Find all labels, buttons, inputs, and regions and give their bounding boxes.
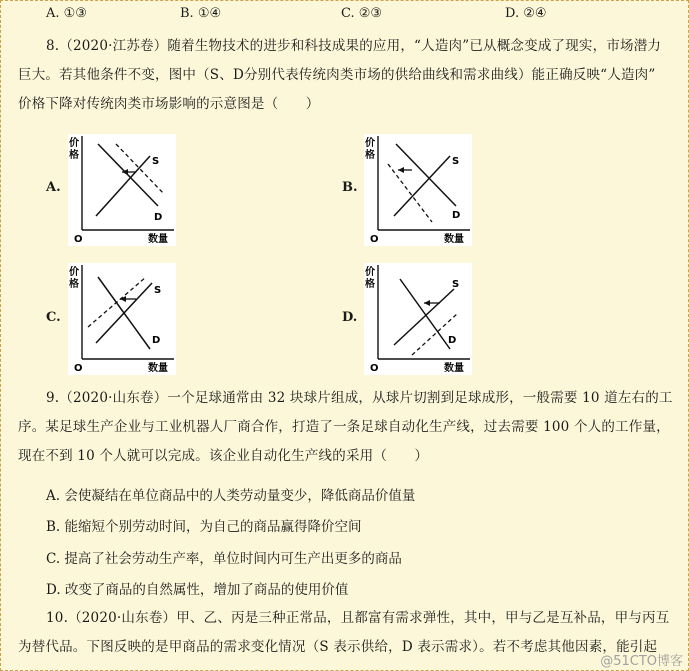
q8-stem: [18, 32, 678, 119]
y-axis-label-top: 价: [69, 138, 79, 149]
shift-arrow-head: [398, 167, 404, 173]
supply-demand-graph: [68, 134, 176, 246]
q8-graph-d: [364, 263, 472, 375]
supply-demand-graph: [364, 134, 472, 246]
q9-option-a[interactable]: A. 会使凝结在单位商品中的人类劳动量变少，降低商品价值量: [46, 488, 416, 504]
q8-line-3: 价格下降对传统肉类市场影响的示意图是（ ）: [18, 96, 320, 112]
watermark: @51CTO博客: [600, 654, 683, 669]
y-axis-label-top: 价: [365, 267, 375, 278]
supply-curve: [96, 156, 150, 216]
y-axis-label-bottom: 格: [365, 279, 375, 290]
origin-label: O: [74, 234, 83, 245]
q9-stem: [18, 384, 678, 471]
supply-demand-graph: [364, 263, 472, 375]
demand-curve: [396, 144, 456, 206]
q9-line-3: 现在不到 10 个人就可以完成。该企业自动化生产线的采用（ ）: [18, 448, 429, 464]
q10-line-2: 为替代品。下图反映的是甲商品的需求变化情况（S 表示供给，D 表示需求）。若不考虑其他因素，能引起: [18, 639, 658, 655]
q9-option-d[interactable]: D. 改变了商品的自然属性，增加了商品的使用价值: [46, 582, 349, 598]
demand-curve-label: D: [448, 335, 457, 346]
q10-stem: [18, 604, 678, 662]
supply-demand-graph: [68, 263, 176, 375]
y-axis-label-top: 价: [69, 267, 79, 278]
q8-graph-label-a[interactable]: A.: [46, 180, 61, 195]
x-axis-label: 数量: [148, 234, 168, 245]
supply-curve-label: S: [152, 156, 160, 167]
demand-curve-label: D: [452, 210, 461, 221]
shift-arrow-head: [120, 296, 126, 302]
q8-graph-label-b[interactable]: B.: [342, 180, 358, 195]
q8-graph-label-c[interactable]: C.: [46, 310, 61, 325]
demand-curve-label: D: [152, 335, 161, 346]
q8-graph-b: [364, 134, 472, 246]
y-axis-label-bottom: 格: [69, 150, 79, 161]
y-axis-label-top: 价: [365, 138, 375, 149]
x-axis-label: 数量: [444, 363, 464, 374]
q7-option-a[interactable]: A. ①③: [46, 6, 87, 21]
q9-option-c[interactable]: C. 提高了社会劳动生产率，单位时间内可生产出更多的商品: [46, 551, 402, 567]
q10-line-1: 10.（2020·山东卷）甲、乙、丙是三种正常品，且都富有需求弹性，其中，甲与乙是互补品，甲与丙互: [46, 610, 670, 626]
supply-curve-label: S: [452, 279, 460, 290]
q7-option-b[interactable]: B. ①④: [180, 6, 222, 21]
origin-label: O: [370, 363, 379, 374]
q8-line-2: 巨大。若其他条件不变，图中（S、D分别代表传统肉类市场的供给曲线和需求曲线）能正确反映“人造肉”: [18, 67, 656, 83]
q9-line-1: 9.（2020·山东卷）一个足球通常由 32 块球片组成，从球片切割到足球成形，一般需要 10 道左右的工: [46, 390, 673, 406]
q7-option-c[interactable]: C. ②③: [341, 6, 383, 21]
q9-option-b[interactable]: B. 能缩短个别劳动时间，为自己的商品赢得降价空间: [46, 519, 362, 535]
x-axis-label: 数量: [148, 363, 168, 374]
x-axis-label: 数量: [444, 234, 464, 245]
q7-option-d[interactable]: D. ②④: [505, 6, 547, 21]
y-axis-label-bottom: 格: [365, 150, 375, 161]
demand-curve-label: D: [154, 212, 163, 223]
shifted-supply-curve: [412, 313, 458, 355]
q8-line-1: 8.（2020·江苏卷）随着生物技术的进步和科技成果的应用，“人造肉”已从概念变成了现实，市场潜力: [46, 38, 662, 54]
demand-curve: [400, 279, 450, 349]
origin-label: O: [74, 363, 83, 374]
y-axis-label-bottom: 格: [69, 279, 79, 290]
q7-options-row: [0, 6, 689, 26]
supply-curve-label: S: [452, 156, 460, 167]
origin-label: O: [370, 234, 379, 245]
shifted-demand-curve: [388, 164, 432, 222]
q8-graph-c: [68, 263, 176, 375]
supply-curve: [394, 156, 450, 216]
q8-graph-a: [68, 134, 176, 246]
q8-graph-label-d[interactable]: D.: [342, 310, 358, 325]
supply-curve-label: S: [154, 285, 162, 296]
shift-arrow-head: [424, 300, 430, 306]
q9-line-2: 序。某足球生产企业与工业机器人厂商合作，打造了一条足球自动化生产线，过去需要 100 个人的工作量，: [18, 419, 670, 435]
supply-curve: [394, 289, 457, 346]
